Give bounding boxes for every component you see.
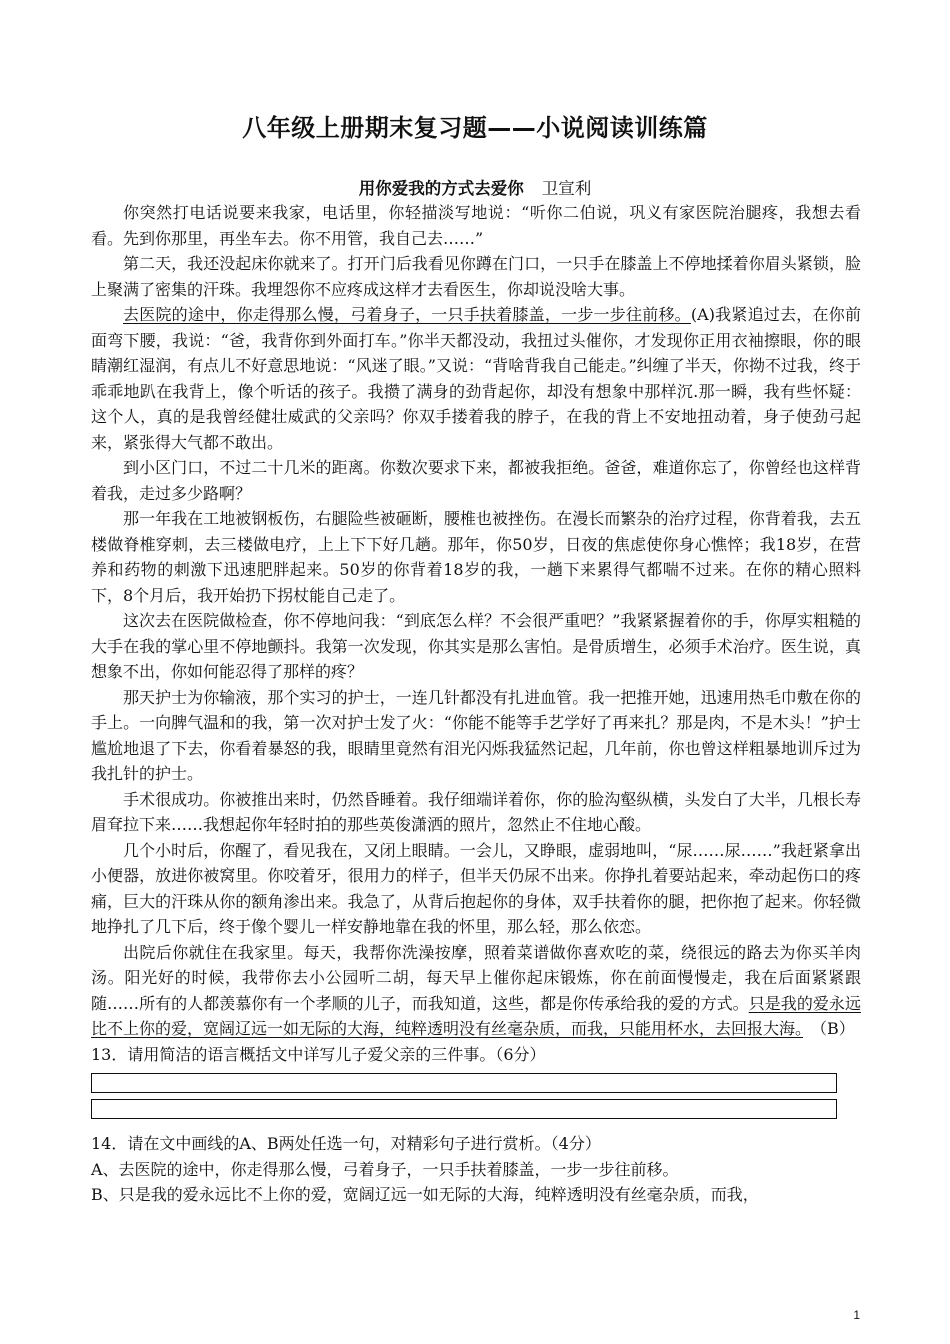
question-13: 13．请用简洁的语言概括文中详写儿子爱父亲的三件事。（6分）	[91, 1044, 546, 1064]
question-14: 14．请在文中画线的A、B两处任选一句，对精彩句子进行赏析。（4分）	[91, 1134, 601, 1153]
underlined-sentence-b: 只是我的爱永远比不上你的爱，宽阔辽远一如无际的大海，纯粹透明没有丝毫杂质，而我，只能用杯水，去回报大海。	[91, 993, 861, 1038]
underlined-sentence-a: 去医院的途中，你走得那么慢，弓着身子，一只手扶着膝盖，一步一步往前移。	[123, 305, 691, 324]
author-name: 卫宣利	[541, 179, 592, 198]
option-a: A、去医院的途中，你走得那么慢，弓着身子，一只手扶着膝盖，一步一步往前移。	[91, 1159, 679, 1179]
spacer	[91, 1119, 861, 1131]
story-title	[0, 175, 950, 199]
paragraph	[91, 302, 861, 455]
paragraph: 手术很成功。你被推出来时，仍然昏睡着。我仔细端详着你，你的脸沟壑纵横，头发白了大半，几根长寿眉耷拉下来……我想起你年轻时拍的那些英俊潇洒的照片，忽然止不住地心酸。	[91, 789, 861, 834]
paragraph: 你突然打电话说要来我家，电话里，你轻描淡写地说：“听你二伯说，巩义有家医院治腿疼，我想去看看。先到你那里，再坐车去。你不用管，我自己去……”	[91, 203, 861, 248]
answer-box[interactable]	[91, 1073, 837, 1093]
story-body	[91, 200, 861, 1208]
document-title: 八年级上册期末复习题——小说阅读训练篇	[242, 114, 708, 142]
paragraph: 到小区门口，不过二十几米的距离。你数次要求下来，都被我拒绝。爸爸，难道你忘了，你曾经也这样背着我，走过多少路啊？	[91, 458, 861, 503]
paragraph: 那天护士为你输液，那个实习的护士，一连几针都没有扎进血管。我一把推开她，迅速用热毛巾敷在你的手上。一向脾气温和的我，第一次对护士发了火：“你能不能等手艺学好了再来扎？那是肉，不是木头！”护士尴尬地退了下去，你看着暴怒的我，眼睛里竟然有泪光闪烁我猛然记起，几年前，你也曾这样粗暴地训斥过为我扎针的护士。	[91, 687, 861, 783]
paragraph-text: 出院后你就住在我家里。每天，我帮你洗澡按摩，照着菜谱做你喜欢吃的菜，绕很远的路去为你买羊肉汤。阳光好的时候，我带你去小公园听二胡，每天早上催你起床锻炼，你在前面慢慢走，我在后面紧紧跟随……所有的人都羡慕你有一个孝顺的儿子，而我知道，这些，都是你传承给我的爱的方式。	[91, 942, 861, 1013]
paragraph: 这次去在医院做检查，你不停地问我：“到底怎么样？不会很严重吧？”我紧紧握着你的手，你厚实粗糙的大手在我的掌心里不停地颤抖。我第一次发现，你其实是那么害怕。是骨质增生，必须手术治疗。医生说，真想象不出，你如何能忍得了那样的疼？	[91, 611, 861, 681]
paragraph: 那一年我在工地被钢板伤，右腿险些被砸断，腰椎也被挫伤。在漫长而繁杂的治疗过程，你背着我，去五楼做脊椎穿刺，去三楼做电疗，上上下下好几趟。那年，你50岁，日夜的焦虑使你身心憔悴；我18岁，在营养和药物的刺激下迅速肥胖起来。50岁的你背着18岁的我，一趟下来累得气都喘不过来。在你的精心照料下，8个月后，我开始扔下拐杖能自己走了。	[91, 509, 861, 605]
paragraph: 几个小时后，你醒了，看见我在，又闭上眼睛。一会儿，又睁眼，虚弱地叫，“尿……尿……”我赶紧拿出小便器，放进你被窝里。你咬着牙，很用力的样子，但半天仍尿不出来。你挣扎着要站起来，牵动起伤口的疼痛，巨大的汗珠从你的额角渗出来。我急了，从背后抱起你的身体，双手扶着你的腿，把你抱了起来。你轻微地挣扎了几下后，终于像个婴儿一样安静地靠在我的怀里，那么轻，那么依恋。	[91, 840, 861, 936]
paragraph-text: (A)我紧追过去，在你前面弯下腰，我说：“爸，我背你到外面打车。”你半天都没动，我扭过头催你，才发现你正用衣袖擦眼，你的眼睛潮红湿润，有点儿不好意思地说：“风迷了眼。”又说：“背啥背我自己能走。”纠缠了半天，你拗不过我，终于乖乖地趴在我背上，像个听话的孩子。我攒了满身的劲背起你，却没有想象中那样沉.那一瞬，我有些怀疑：这个人，真的是我曾经健壮威武的父亲吗？你双手搂着我的脖子，在我的背上不安地扭动着，身子使劲弓起来，紧张得大气都不敢出。	[91, 305, 861, 452]
page-number: 1	[853, 1308, 860, 1322]
option-b: B、只是我的爱永远比不上你的爱，宽阔辽远一如无际的大海，纯粹透明没有丝毫杂质，而我，	[91, 1185, 759, 1204]
paragraph: 第二天，我还没起床你就来了。打开门后我看见你蹲在门口，一只手在膝盖上不停地揉着你眉头紧锁，脸上聚满了密集的汗珠。我埋怨你不应疼成这样才去看医生，你却说没啥大事。	[91, 254, 861, 299]
paragraph	[91, 940, 861, 1042]
story-title-text: 用你爱我的方式去爱你	[358, 179, 524, 198]
marker-b: （B）	[803, 1019, 855, 1038]
answer-box[interactable]	[91, 1099, 837, 1119]
